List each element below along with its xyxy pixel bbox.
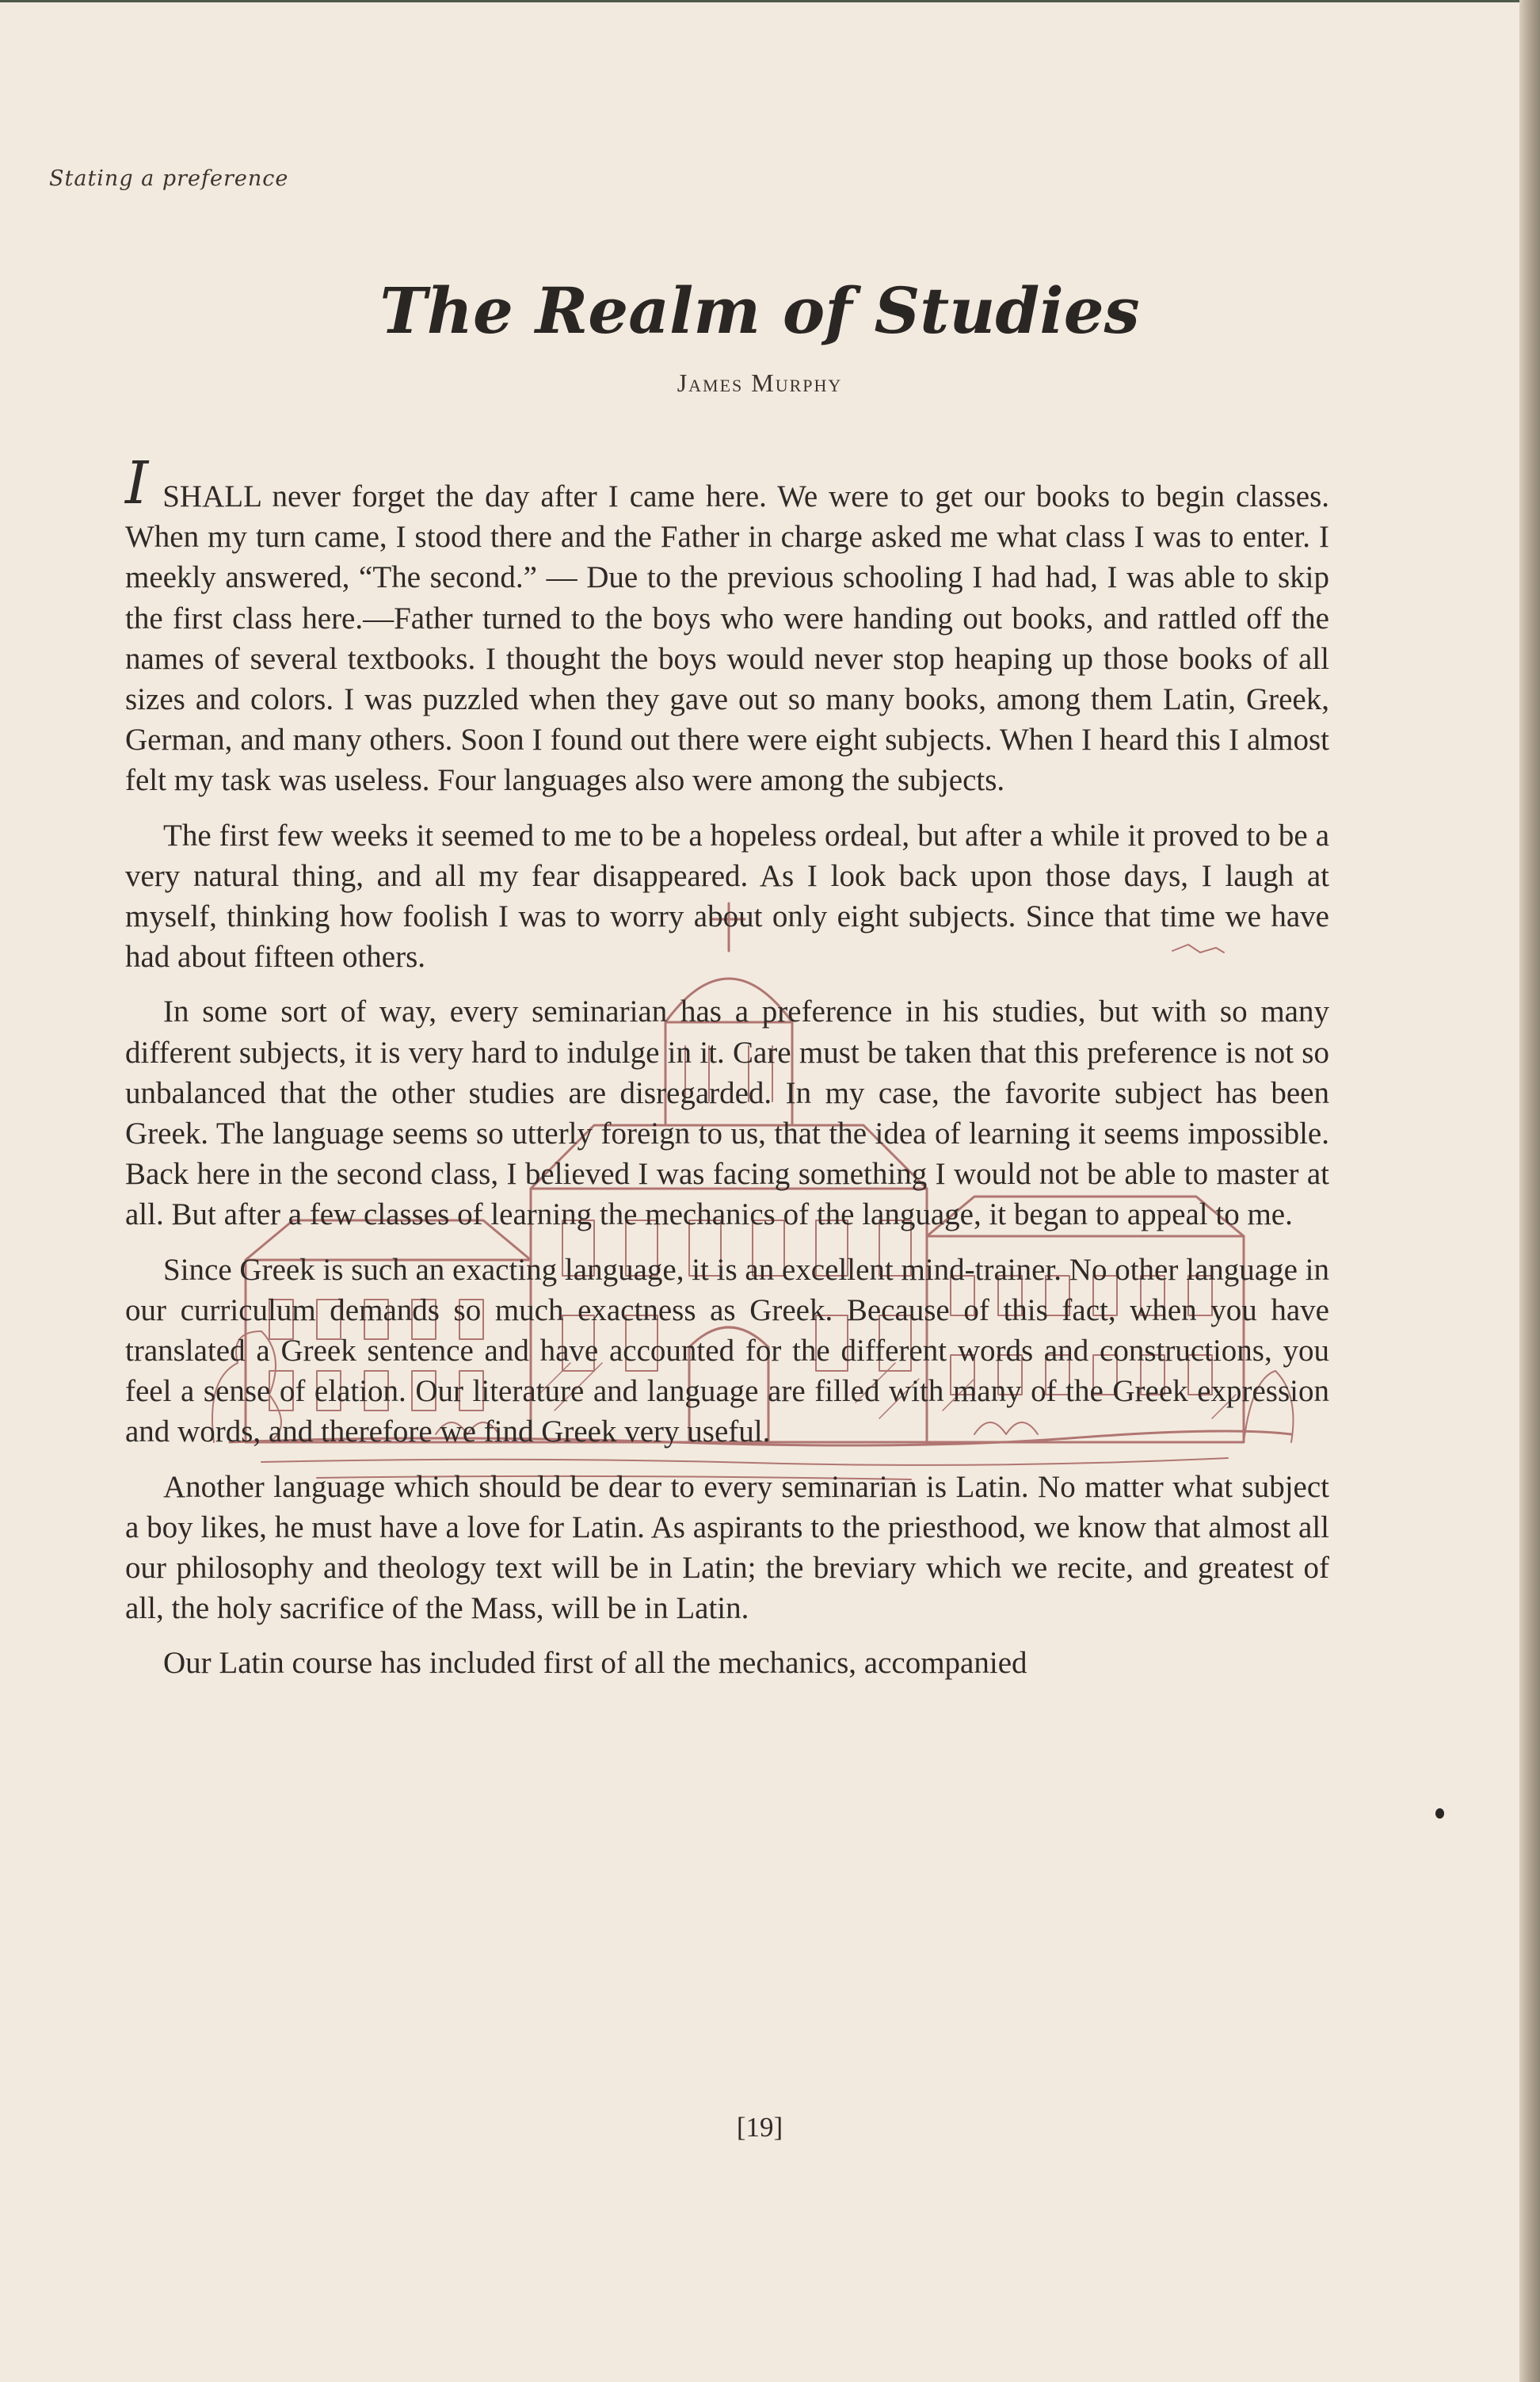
drop-cap: I: [125, 449, 149, 517]
paragraph-4: Since Greek is such an exacting language, it is an excellent mind-trainer. No other language in our curriculum demands so much exactness as Greek. Because of this fact, when you have translated a Greek sentence and have accounted for the different words and constructions, you feel a sense of elation. Our literature and language are filled with many of the Greek expression and words, and therefore we find Greek very useful.: [125, 1252, 1329, 1449]
page-number: [19]: [736, 2112, 783, 2143]
paragraph-1-text: SHALL never forget the day after I came here. We were to get our books to begin classes. When my turn came, I stood there and the Father in charge asked me what class I was to enter. I meekly answered, “The second.” — Due to the previous schooling I had had, I was able to skip the first class here.—Father turned to the boys who were handing out books, and rattled off the names of several textbooks. I thought the boys would never stop heaping up those books of all sizes and colors. I was puzzled when they gave out so many books, among them Latin, Greek, German, and many others. Soon I found out there were eight subjects. When I heard this I almost felt my task was useless. Four languages also were among the subjects.: [125, 479, 1329, 798]
paragraph-3: In some sort of way, every seminarian has a preference in his studies, but with so many different subjects, it is very hard to indulge in it. Care must be taken that this preference is not so unbalanced that the other studies are disregarded. In my case, the favorite subject has been Greek. The language seems so utterly foreign to us, that the idea of learning it seems impossible. Back here in the second class, I believed I was facing something I would not be able to master at all. But after a few classes of learning the mechanics of the language, it began to appeal to me.: [125, 994, 1329, 1232]
article-title: The Realm of Studies: [379, 273, 1140, 348]
article-author: James Murphy: [677, 368, 843, 397]
scan-top-border: [0, 0, 1519, 2]
paragraph-6: Our Latin course has included first of all the mechanics, accompanied: [163, 1646, 1027, 1681]
running-head: Stating a preference: [49, 166, 289, 191]
page-edge-shadow: [1519, 0, 1540, 2382]
paragraph-5: Another language which should be dear to every seminarian is Latin. No matter what subject a boy likes, he must have a love for Latin. As aspirants to the priesthood, we know that almost all our philosophy and theology text will be in Latin; the breviary which we recite, and greatest of all, the holy sacrifice of the Mass, will be in Latin.: [125, 1469, 1329, 1626]
article-body: [125, 449, 1329, 1684]
paragraph-1: [125, 449, 1329, 801]
paragraph-2: The first few weeks it seemed to me to be a hopeless ordeal, but after a while it proved to be a very natural thing, and all my fear disappeared. As I look back upon those days, I laugh at myself, thinking how foolish I was to worry about only eight subjects. Since that time we have had about fifteen others.: [125, 818, 1329, 975]
ink-speck: [1435, 1808, 1444, 1819]
